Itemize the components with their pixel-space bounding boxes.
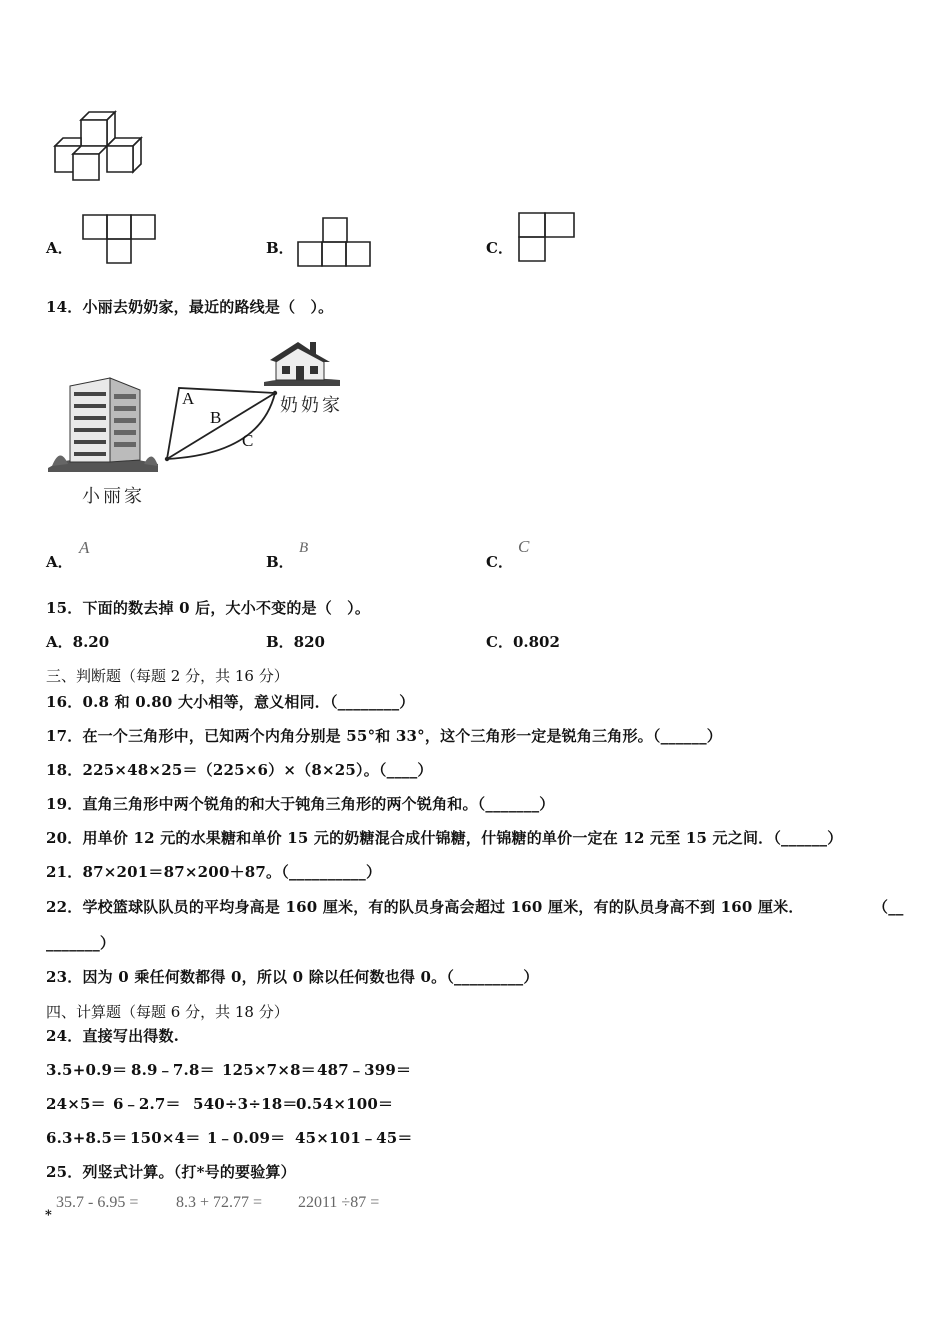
calc-r1-c4: 487﹣399＝: [317, 1061, 412, 1079]
q13-option-b-label[interactable]: B．: [266, 239, 294, 257]
calc-r3-c1: 6.3+8.5＝: [46, 1129, 128, 1147]
question-18: 18．225×48×25＝（225×6）×（8×25）。（____）: [46, 761, 433, 779]
question-25: 25．列竖式计算。（打*号的要验算）: [46, 1163, 296, 1181]
q13-option-c-label[interactable]: C．: [486, 239, 513, 257]
calc-r3-c3: 1﹣0.09＝: [207, 1129, 286, 1147]
question-22-blank-start: （__: [873, 898, 904, 916]
vertical-calc-1: 35.7 - 6.95 =: [56, 1194, 139, 1211]
grandma-home-label: 奶奶家: [280, 395, 343, 416]
question-19: 19．直角三角形中两个锐角的和大于钝角三角形的两个锐角和。（_______）: [46, 795, 555, 813]
calc-r1-c3: 125×7×8＝: [222, 1061, 316, 1079]
question-20: 20．用单价 12 元的水果糖和单价 15 元的奶糖混合成什锦糖，什锦糖的单价一定在 12 元至 15 元之间．（______）: [46, 829, 843, 847]
calc-r2-c2: 6﹣2.7＝: [113, 1095, 181, 1113]
calc-r2-c4: 0.54×100＝: [296, 1095, 394, 1113]
question-17: 17．在一个三角形中，已知两个内角分别是 55°和 33°，这个三角形一定是锐角三角形。（______）: [46, 727, 722, 745]
q15-option-a[interactable]: A．8.20: [46, 633, 110, 651]
apartment-building-icon: [48, 376, 160, 474]
cube-solid-figure: [48, 108, 148, 183]
calc-r1-c1: 3.5+0.9＝: [46, 1061, 128, 1079]
q13-option-c-view[interactable]: [517, 211, 579, 265]
question-22: 22．学校篮球队队员的平均身高是 160 厘米，有的队员身高会超过 160 厘米，有的队员身高不到 160 厘米．: [46, 898, 804, 916]
q14-option-b-label[interactable]: B．: [266, 553, 294, 571]
question-16: 16．0.8 和 0.80 大小相等，意义相同．（________）: [46, 693, 415, 711]
q15-question: 15．下面的数去掉 0 后，大小不变的是（ ）。: [46, 599, 371, 617]
vertical-calc-3: 22011 ÷87 =: [298, 1194, 380, 1211]
q13-option-a-view[interactable]: [82, 214, 158, 266]
calc-r1-c2: 8.9﹣7.8＝: [131, 1061, 215, 1079]
q14-option-c-value[interactable]: C: [518, 537, 530, 556]
q15-option-b[interactable]: B．820: [266, 633, 325, 651]
q14-question: 14．小丽去奶奶家，最近的路线是（ ）。: [46, 298, 334, 316]
q14-option-a-value[interactable]: A: [79, 538, 90, 557]
question-23: 23．因为 0 乘任何数都得 0，所以 0 除以任何数也得 0。（_________）: [46, 968, 539, 986]
route-a-label: A: [182, 389, 195, 408]
calc-r2-c3: 540÷3÷18＝: [193, 1095, 298, 1113]
q14-option-a-label[interactable]: A．: [46, 553, 73, 571]
question-24: 24．直接写出得数.: [46, 1027, 180, 1045]
section4-title: 四、计算题（每题 6 分，共 18 分）: [46, 1003, 289, 1021]
q14-option-b-value[interactable]: B: [299, 540, 309, 556]
q13-option-a-label[interactable]: A．: [46, 239, 73, 257]
vertical-calc-2: 8.3 + 72.77 =: [176, 1194, 263, 1211]
section3-title: 三、判断题（每题 2 分，共 16 分）: [46, 667, 289, 685]
calc-r3-c4: 45×101﹣45＝: [295, 1129, 413, 1147]
route-c-label: C: [242, 431, 254, 450]
q13-option-b-view[interactable]: [296, 217, 374, 269]
question-22-blank-end: _______）: [46, 934, 116, 952]
calc-r2-c1: 24×5＝: [46, 1095, 106, 1113]
xiaoli-home-label: 小丽家: [82, 486, 145, 507]
verify-star: *: [45, 1208, 52, 1223]
q15-option-c[interactable]: C．0.802: [486, 633, 560, 651]
question-21: 21．87×201＝87×200＋87。（__________）: [46, 863, 382, 881]
q14-option-c-label[interactable]: C．: [486, 553, 513, 571]
calc-r3-c2: 150×4＝: [130, 1129, 201, 1147]
route-b-label: B: [210, 408, 222, 427]
